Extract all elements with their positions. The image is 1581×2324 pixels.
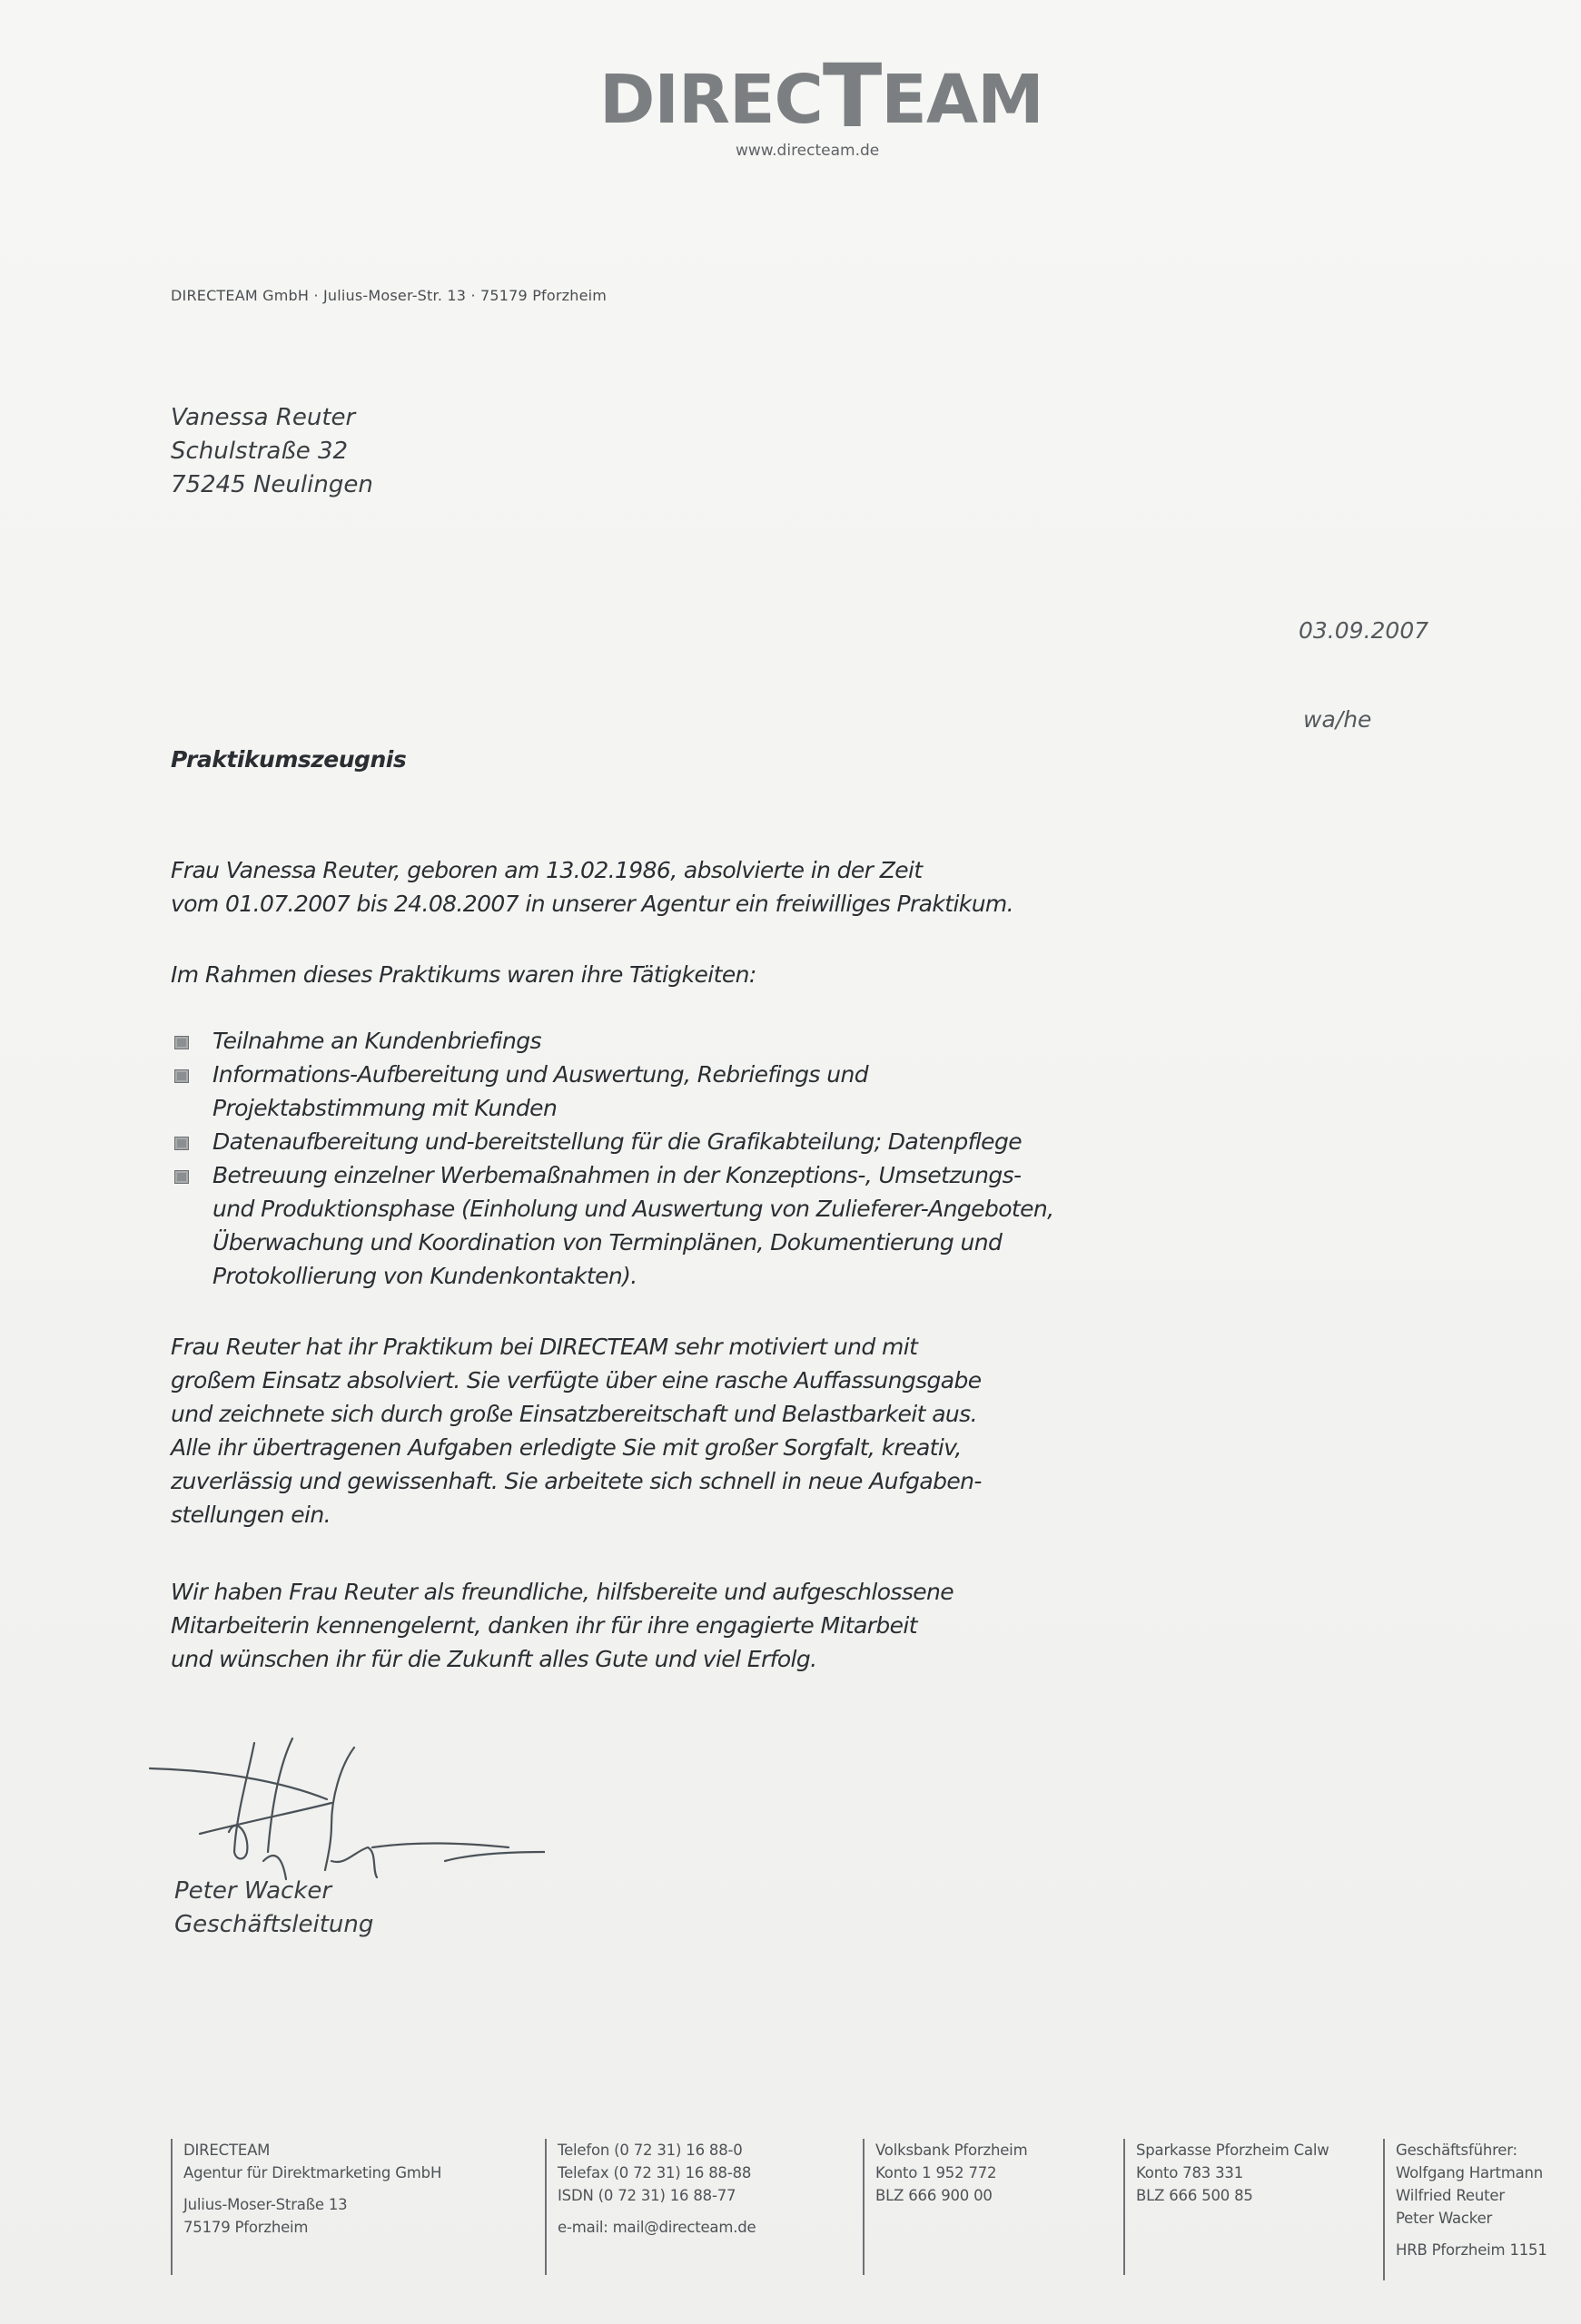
signature-stroke [445,1852,545,1861]
footer-bank1-name: Volksbank Pforzheim [875,2142,1028,2159]
task-item [171,1024,1206,1058]
task-line: Betreuung einzelner Werbemaßnahmen in der Konzeptions-, Umsetzungs- [212,1162,1022,1188]
square-bullet-icon [174,1170,189,1184]
footer-bank1-account: Konto 1 952 772 [875,2164,997,2181]
footer-bank1-blz: BLZ 666 900 00 [875,2187,993,2204]
reference-initials: wa/he [1303,706,1372,733]
task-item [171,1125,1206,1158]
letter-footer [0,2139,1581,2284]
logo-wordmark [599,45,1043,147]
recipient-name: Vanessa Reuter [171,404,356,431]
signer-block [174,1875,373,1942]
sender-return-address: DIRECTEAM GmbH · Julius-Moser-Str. 13 · 75179 Pforzheim [171,287,608,304]
evaluation-paragraph [171,1330,1206,1531]
square-bullet-icon [174,1137,189,1150]
footer-bank2-name: Sparkasse Pforzheim Calw [1136,2142,1329,2159]
task-line: Projektabstimmung mit Kunden [212,1095,558,1121]
footer-manager-name: Wilfried Reuter [1396,2187,1505,2204]
intro-paragraph [171,853,1206,921]
signature-stroke [229,1743,254,1859]
evaluation-line: zuverlässig und gewissenhaft. Sie arbeitete sich schnell in neue Aufgaben- [171,1468,982,1494]
evaluation-line: Frau Reuter hat ihr Praktikum bei DIRECTEAM sehr motiviert und mit [171,1334,918,1360]
square-bullet-icon [174,1036,189,1049]
footer-management-column [1383,2139,1547,2280]
task-list [171,1024,1206,1293]
footer-manager-name: Peter Wacker [1396,2210,1493,2227]
task-line: Datenaufbereitung und-bereitstellung für die Grafikabteilung; Datenpflege [212,1128,1023,1155]
footer-fax: Telefax (0 72 31) 16 88-88 [558,2164,752,2181]
footer-bank2-column [1123,2139,1329,2275]
evaluation-line: Alle ihr übertragenen Aufgaben erledigte Sie mit großer Sorgfalt, kreativ, [171,1434,962,1461]
footer-register: HRB Pforzheim 1151 [1396,2241,1547,2259]
footer-email[interactable]: e-mail: mail@directeam.de [558,2219,756,2236]
tasks-heading: Im Rahmen dieses Praktikums waren ihre Tätigkeiten: [171,961,756,988]
footer-isdn: ISDN (0 72 31) 16 88-77 [558,2187,736,2204]
footer-bank2-account: Konto 783 331 [1136,2164,1243,2181]
footer-company-column [171,2139,441,2275]
footer-bank1-column [863,2139,1027,2275]
logo-text-t: T [822,45,882,147]
closing-line: Wir haben Frau Reuter als freundliche, hilfsbereite und aufgeschlossene [171,1579,954,1605]
footer-phone: Telefon (0 72 31) 16 88-0 [558,2142,743,2159]
intro-line: Frau Vanessa Reuter, geboren am 13.02.1986, absolvierte in der Zeit [171,857,923,883]
signature-stroke [331,1847,377,1877]
recipient-address [171,401,373,502]
footer-company-city: 75179 Pforzheim [183,2219,309,2236]
footer-company-subtitle: Agentur für Direktmarketing GmbH [183,2164,442,2181]
signer-title: Geschäftsleitung [174,1911,374,1938]
intro-line: vom 01.07.2007 bis 24.08.2007 in unserer Agentur ein freiwilliges Praktikum. [171,891,1014,917]
signature-stroke [200,1803,331,1834]
task-item [171,1058,1206,1125]
evaluation-line: großem Einsatz absolviert. Sie verfügte über eine rasche Auffassungsgabe [171,1367,982,1393]
footer-bank2-blz: BLZ 666 500 85 [1136,2187,1253,2204]
signature-stroke [268,1738,292,1852]
footer-contact-column [545,2139,756,2275]
footer-manager-name: Wolfgang Hartmann [1396,2164,1544,2181]
website-url: www.directeam.de [736,142,880,160]
square-bullet-icon [174,1069,189,1083]
footer-management-label: Geschäftsführer: [1396,2142,1517,2159]
footer-company-street: Julius-Moser-Straße 13 [183,2196,348,2213]
recipient-street: Schulstraße 32 [171,438,349,465]
signature-stroke [150,1768,327,1799]
closing-line: Mitarbeiterin kennengelernt, danken ihr für ihre engagierte Mitarbeit [171,1612,917,1639]
closing-line: und wünschen ihr für die Zukunft alles Gute und viel Erfolg. [171,1646,817,1672]
closing-paragraph [171,1575,1206,1676]
signature-stroke [325,1748,354,1870]
task-line: Protokollierung von Kundenkontakten). [212,1263,637,1289]
task-line: und Produktionsphase (Einholung und Auswertung von Zulieferer-Angeboten, [212,1196,1054,1222]
footer-company-name: DIRECTEAM [183,2142,271,2159]
task-line: Informations-Aufbereitung und Auswertung, Rebriefings und [212,1061,868,1088]
directeam-logo [599,45,1043,160]
logo-text-suffix: EAM [881,61,1043,139]
letter-subject: Praktikumszeugnis [171,746,407,773]
signature-stroke [372,1843,509,1847]
recipient-city: 75245 Neulingen [171,471,373,498]
task-line: Teilnahme an Kundenbriefings [212,1028,541,1054]
task-line: Überwachung und Koordination von Terminplänen, Dokumentierung und [212,1229,1003,1256]
signer-name: Peter Wacker [174,1877,332,1905]
letter-date: 03.09.2007 [1299,617,1429,644]
logo-text-prefix: DIREC [599,61,823,139]
evaluation-line: stellungen ein. [171,1502,331,1528]
handwritten-signature [145,1725,545,1888]
evaluation-line: und zeichnete sich durch große Einsatzbereitschaft und Belastbarkeit aus. [171,1401,977,1427]
task-item [171,1158,1206,1293]
